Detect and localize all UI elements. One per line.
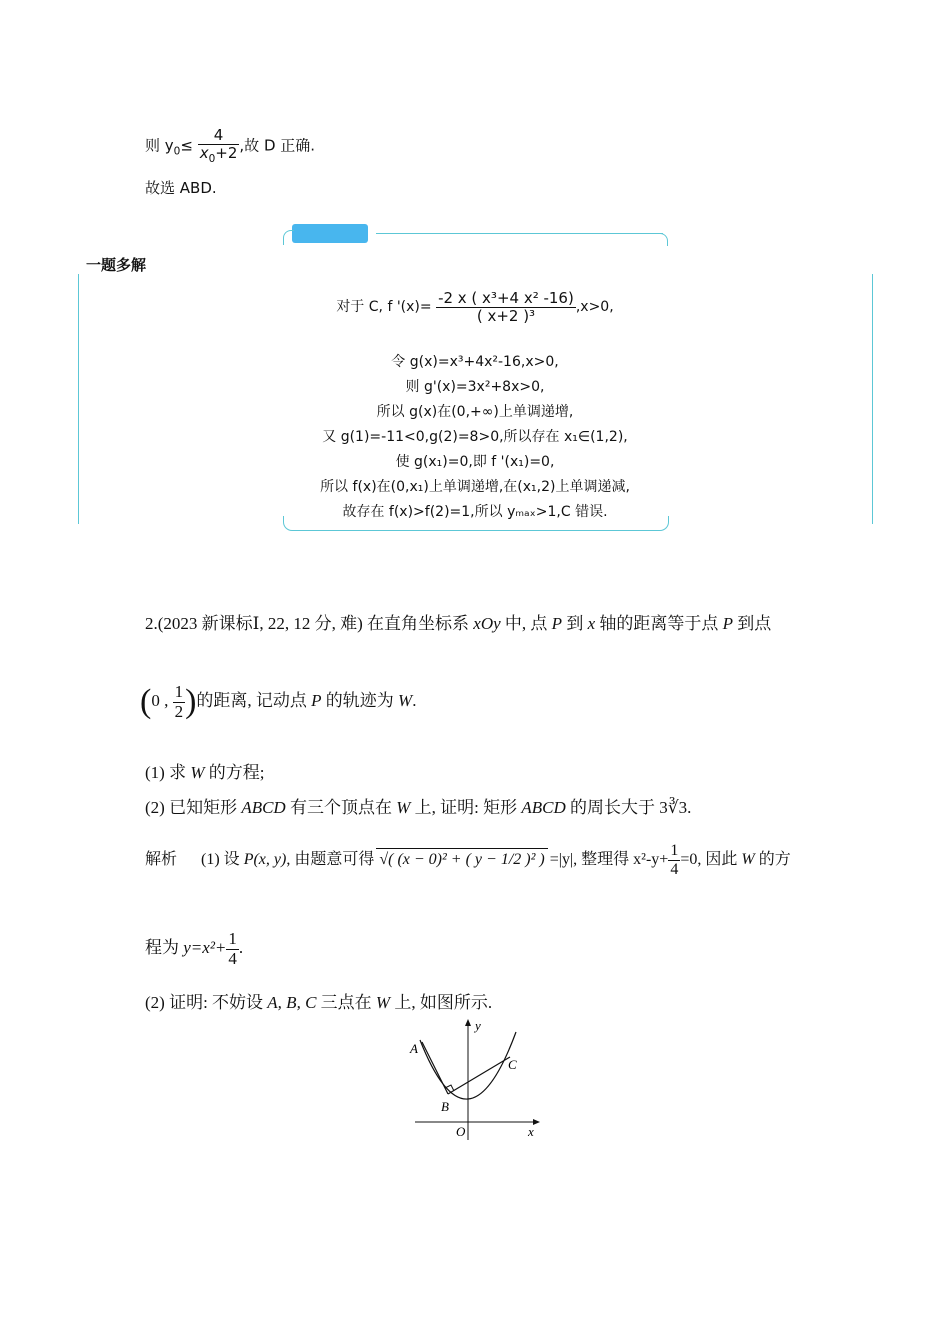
text-fragment: 程为	[145, 938, 184, 958]
box-title: 一题多解	[86, 256, 147, 274]
text-fragment: 则 y	[145, 136, 174, 155]
y-axis-arrow	[465, 1019, 471, 1026]
solution-line-2	[145, 930, 243, 968]
text-fragment: 三点在	[316, 993, 376, 1012]
label-x: x	[528, 1124, 534, 1139]
box-line-2: 所以 g(x)在(0,+∞)上单调递增,	[376, 404, 574, 420]
text-fragment: 上, 如图所示.	[390, 993, 493, 1012]
text-fragment: ABCD	[521, 798, 566, 817]
text-fragment: (1) 求	[145, 763, 191, 782]
den-rest: +2	[215, 143, 238, 162]
text-fragment: .	[412, 691, 417, 711]
point-fraction	[173, 683, 186, 721]
text-fragment: W	[190, 763, 205, 782]
fraction-numerator: 1	[228, 929, 237, 948]
text-fragment: 的方	[754, 850, 791, 868]
question-2	[145, 793, 691, 818]
text-fragment: P	[311, 691, 322, 711]
fraction-denominator: 4	[228, 948, 237, 968]
text-fragment: P	[551, 614, 563, 633]
solution-line-3	[145, 988, 492, 1013]
text-fragment: W	[398, 691, 413, 711]
text-fragment: W	[741, 850, 755, 868]
text-fragment: , 由题意可得	[286, 850, 375, 868]
text-fragment: (1) 设	[201, 850, 244, 868]
box-f-derivative	[0, 290, 950, 324]
box-title-tab	[292, 224, 368, 243]
fraction-numerator: 1	[174, 682, 184, 701]
text-fragment: xOy	[473, 614, 501, 633]
text-fragment: 有三个顶点在	[285, 798, 397, 817]
fraction-numerator: 4	[213, 126, 224, 144]
text-fragment: 的方程;	[204, 763, 265, 782]
label-o: O	[456, 1124, 466, 1139]
solution-line-1	[145, 842, 791, 878]
text-fragment: y=x²+	[183, 938, 227, 958]
box-top-left-corner	[283, 230, 294, 245]
den-var: x	[199, 143, 209, 162]
text-fragment: 2.(2023 新课标Ⅰ, 22, 12 分, 难) 在直角坐标系	[145, 614, 474, 633]
x-axis-arrow	[533, 1119, 540, 1125]
problem-line-1	[145, 609, 771, 634]
text-fragment: W	[396, 798, 411, 817]
fraction-denominator: 2	[174, 701, 184, 721]
text-fragment: 到	[562, 614, 588, 633]
text-fragment: ,故 D 正确.	[239, 136, 316, 155]
label-b: B	[441, 1099, 449, 1114]
segment-ab	[422, 1042, 448, 1094]
text-fragment: P(x, y)	[243, 850, 287, 868]
label-a: A	[410, 1041, 418, 1056]
quarter-fraction	[226, 930, 239, 968]
text-fragment: 的轨迹为	[321, 691, 399, 711]
den-sub: 0	[208, 152, 216, 165]
subscript: 0	[173, 145, 181, 158]
derivative-fraction	[436, 290, 576, 324]
box-line-5: 所以 f(x)在(0,x₁)上单调递增,在(x₁,2)上单调递减,	[320, 479, 630, 495]
text-fragment: =|y|, 整理得 x²-y+	[549, 850, 669, 868]
problem-line-2	[140, 683, 416, 721]
label-y: y	[475, 1018, 481, 1033]
box-line-6: 故存在 f(x)>f(2)=1,所以 yₘₐₓ>1,C 错误.	[342, 504, 608, 520]
text-fragment: W	[375, 993, 391, 1012]
text-fragment: (2) 已知矩形	[145, 798, 242, 817]
text-fragment: .	[238, 938, 244, 958]
text-fragment: =0, 因此	[680, 850, 742, 868]
box-line-0: 令 g(x)=x³+4x²-16,x>0,	[391, 354, 559, 370]
text-fragment: 上, 证明: 矩形	[410, 798, 522, 817]
box-top-line	[376, 233, 663, 234]
text-fragment: 中, 点	[500, 614, 552, 633]
answer-line-2: 故选 ABD.	[145, 179, 217, 197]
fraction-denominator	[198, 144, 240, 166]
text-fragment: 轴的距离等于点	[595, 614, 723, 633]
right-paren: )	[185, 683, 197, 721]
left-paren: (	[140, 683, 152, 721]
text-fragment: 的周长大于 3∛3.	[565, 798, 692, 817]
box-line-4: 使 g(x₁)=0,即 f '(x₁)=0,	[395, 454, 555, 470]
text-fragment: ABCD	[241, 798, 286, 817]
fraction-denominator: ( x+2 )³	[436, 307, 576, 325]
parabola-figure	[400, 1012, 550, 1152]
fraction-numerator: -2 x ( x³+4 x² -16)	[438, 289, 574, 307]
fraction-denominator: 4	[670, 860, 679, 878]
label-c: C	[508, 1057, 517, 1072]
box-line-3: 又 g(1)=-11<0,g(2)=8>0,所以存在 x₁∈(1,2),	[322, 429, 628, 445]
text-fragment: ,x>0,	[575, 299, 614, 315]
question-1	[145, 758, 264, 783]
text-fragment: P	[722, 614, 733, 633]
solution-label: 解析	[145, 850, 178, 868]
text-fragment: x	[587, 614, 596, 633]
quarter-fraction	[668, 842, 680, 878]
text-fragment: 对于 C, f '(x)=	[336, 299, 432, 315]
text-fragment: A, B, C	[267, 993, 317, 1012]
box-line-1: 则 g'(x)=3x²+8x>0,	[405, 379, 545, 395]
text-fragment: 到点	[733, 614, 772, 633]
box-top-right-corner	[657, 233, 668, 246]
sqrt-expression: √( (x − 0)² + ( y − 1/2 )² )	[376, 848, 547, 869]
answer-line-1	[145, 127, 315, 171]
segment-bc	[448, 1057, 510, 1094]
fraction	[198, 127, 240, 165]
fraction-numerator: 1	[670, 842, 679, 859]
point-coord: 0 ,	[151, 691, 169, 711]
text-fragment: (2) 证明: 不妨设	[145, 993, 268, 1012]
text-fragment: 的距离, 记动点	[196, 691, 312, 711]
text-fragment: ≤	[180, 136, 193, 155]
